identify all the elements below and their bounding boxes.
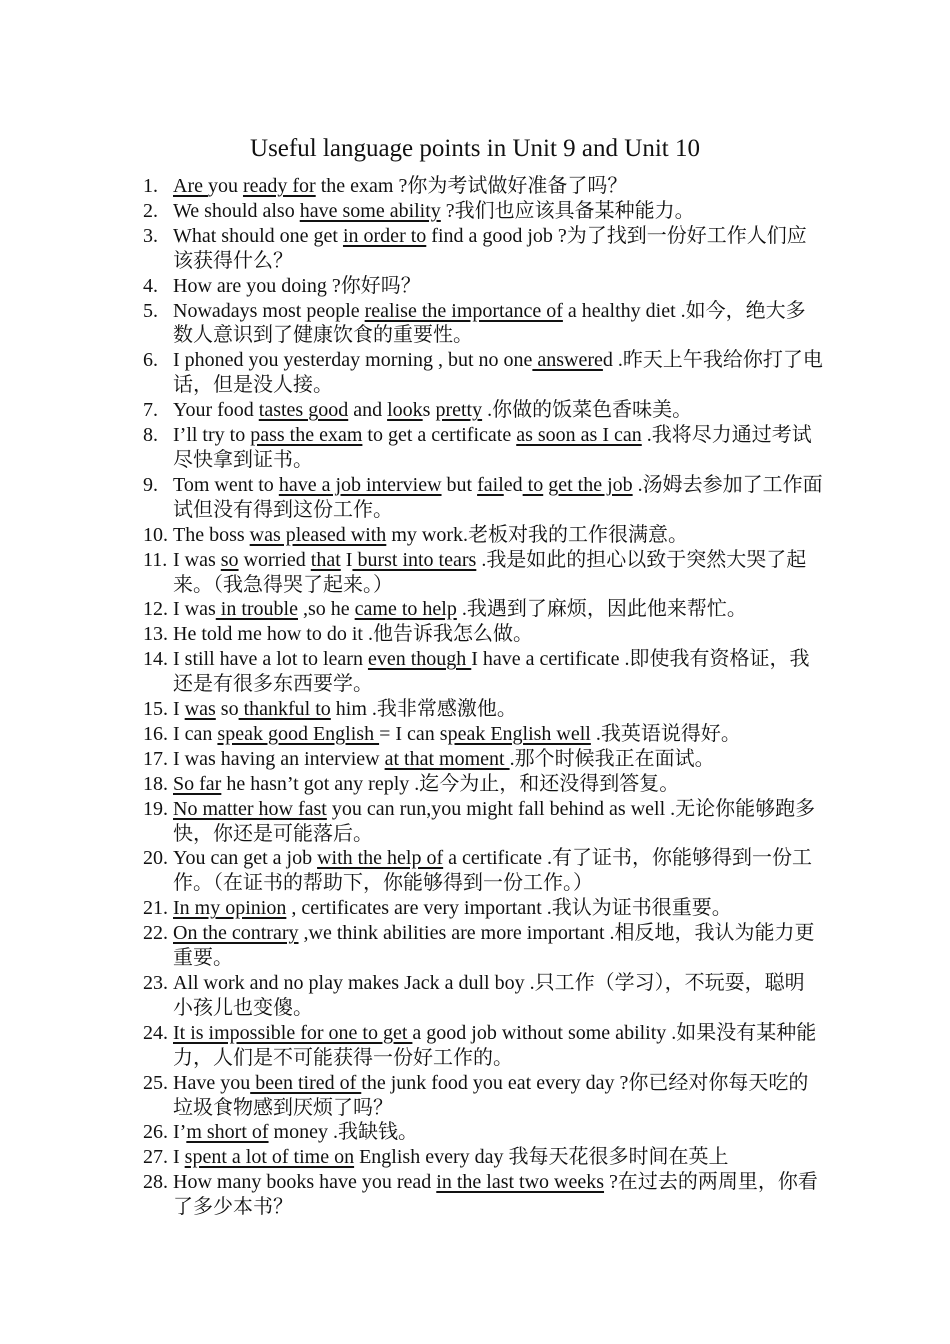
underlined-phrase: m short of <box>186 1121 269 1144</box>
item-number: 7. <box>143 399 158 422</box>
item-number: 3. <box>143 224 158 247</box>
language-point-item <box>143 523 823 548</box>
underlined-phrase: in trouble <box>215 598 298 621</box>
item-number: 21. <box>143 897 168 920</box>
sentence-text: ,we think abilities are more important .相反地，我认为能力更重要。 <box>173 922 815 970</box>
underlined-phrase: realise the importance of <box>364 299 563 322</box>
item-number: 12. <box>143 598 168 621</box>
underlined-phrase: was pleased with <box>249 523 387 546</box>
underlined-phrase: that <box>310 548 341 571</box>
item-number: 10. <box>143 523 168 546</box>
underlined-phrase: So far <box>173 772 222 795</box>
language-point-item <box>143 348 823 398</box>
underlined-phrase: speak good English <box>217 722 380 745</box>
underlined-phrase: came to help <box>354 598 457 621</box>
item-number: 18. <box>143 772 168 795</box>
language-point-item <box>143 722 823 747</box>
language-point-item <box>143 199 823 224</box>
underlined-phrase: Are <box>173 175 208 197</box>
sentence-text: the exam ?你为考试做好准备了吗？ <box>315 175 628 197</box>
sentence-text: I was <box>173 598 216 621</box>
sentence-text: and <box>348 399 388 422</box>
sentence-text: ?在过去的两周里，你看了多少本书？ <box>173 1171 818 1219</box>
item-number: 25. <box>143 1071 168 1094</box>
sentence-text: Nowadays most people <box>173 299 365 322</box>
language-point-item <box>143 1145 823 1170</box>
language-point-item <box>143 548 823 598</box>
sentence-text: He told me how to do it .他告诉我怎么做。 <box>173 623 533 646</box>
sentence-text: , certificates are very important .我认为证书很重要。 <box>286 897 732 920</box>
underlined-phrase: ready for <box>242 175 316 197</box>
sentence-text: .我是如此的担心以致于突然大哭了起来。（我急得哭了起来。） <box>173 548 807 596</box>
language-point-item <box>143 747 823 772</box>
underlined-phrase: have a job interview <box>278 473 442 496</box>
language-point-item <box>143 797 823 847</box>
item-number: 9. <box>143 473 158 496</box>
sentence-text: worried <box>238 548 311 571</box>
underlined-phrase: thankful to <box>238 698 331 721</box>
sentence-text: = I can s <box>379 722 448 745</box>
underlined-phrase: as soon as I can <box>516 424 642 447</box>
sentence-text: a healthy diet .如今，绝大多数人意识到了健康饮食的重要性。 <box>173 299 806 347</box>
item-number: 24. <box>143 1021 168 1044</box>
sentence-text: find a good job ?为了找到一份好工作人们应该获得什么？ <box>173 224 807 272</box>
item-number: 14. <box>143 648 168 671</box>
sentence-text: d .昨天上午我给你打了电话，但是没人接。 <box>173 349 823 397</box>
language-point-item <box>143 473 823 523</box>
underlined-phrase: so <box>220 548 239 571</box>
sentence-text: I was <box>173 548 221 571</box>
sentence-text: I’ll try to <box>173 424 251 447</box>
underlined-phrase: It is impossible for one to get <box>173 1021 413 1044</box>
sentence-text: I still have a lot to learn <box>173 648 368 671</box>
item-number: 4. <box>143 274 158 297</box>
underlined-phrase: pass the exam <box>250 424 363 447</box>
sentence-text: s <box>422 399 436 422</box>
underlined-phrase: look <box>387 399 423 422</box>
language-point-item <box>143 174 823 199</box>
item-number: 28. <box>143 1171 168 1194</box>
language-point-item <box>143 697 823 722</box>
sentence-text: him .我非常感激他。 <box>330 698 517 721</box>
document-title: Useful language points in Unit 9 and Unit 10 <box>250 135 700 162</box>
language-point-item <box>143 274 823 299</box>
language-point-item <box>143 597 823 622</box>
item-number: 16. <box>143 722 168 745</box>
language-point-item <box>143 1120 823 1145</box>
underlined-phrase: get the job <box>548 473 633 496</box>
language-points-list <box>143 174 823 1220</box>
sentence-text: .那个时候我正在面试。 <box>509 747 715 770</box>
sentence-text: .我英语说得好。 <box>590 722 741 745</box>
sentence-text: I <box>340 548 353 571</box>
underlined-phrase: burst into tears <box>352 548 477 571</box>
sentence-text: you <box>207 175 243 197</box>
item-number: 2. <box>143 199 158 222</box>
sentence-text: Your food <box>173 399 259 422</box>
underlined-phrase: in the last two weeks <box>436 1171 605 1194</box>
sentence-text: I have a certificate .即使我有资格证，我还是有很多东西要学。 <box>173 648 810 696</box>
sentence-text: he hasn’t got any reply .迄今为止，和还没得到答复。 <box>221 772 680 795</box>
sentence-text: my work.老板对我的工作很满意。 <box>386 523 688 546</box>
sentence-text: ed <box>503 473 523 496</box>
sentence-text: to get a certificate <box>362 424 517 447</box>
underlined-phrase: tastes good <box>258 399 349 422</box>
sentence-text: you can run,you might fall behind as well .无论你能够跑多快，你还是可能落后。 <box>173 797 816 845</box>
sentence-text: You can get a job <box>173 847 318 870</box>
language-point-item <box>143 299 823 349</box>
underlined-phrase: at that moment <box>384 747 510 770</box>
item-number: 11. <box>143 548 168 571</box>
language-point-item <box>143 896 823 921</box>
item-number: 1. <box>143 175 158 197</box>
sentence-text: .我遇到了麻烦，因此他来帮忙。 <box>456 598 747 621</box>
sentence-text: I <box>173 698 185 721</box>
sentence-text: How are you doing ?你好吗？ <box>173 274 421 297</box>
language-point-item <box>143 1071 823 1121</box>
language-point-item <box>143 1021 823 1071</box>
underlined-phrase: On the contrary <box>173 922 299 945</box>
sentence-text: .我将尽力通过考试尽快拿到证书。 <box>173 424 812 471</box>
language-point-item <box>143 971 823 1021</box>
item-number: 20. <box>143 847 168 870</box>
sentence-text: All work and no play makes Jack a dull boy .只工作（学习），不玩耍，聪明小孩儿也变傻。 <box>173 972 805 1019</box>
item-number: 19. <box>143 797 168 820</box>
item-number: 27. <box>143 1146 168 1169</box>
language-point-item <box>143 772 823 797</box>
underlined-phrase: fail <box>477 473 504 496</box>
item-number: 22. <box>143 922 168 945</box>
underlined-phrase: No matter how fast <box>173 797 327 820</box>
sentence-text: Have you <box>173 1071 251 1094</box>
language-point-item <box>143 622 823 647</box>
underlined-phrase: to <box>522 473 544 496</box>
underlined-phrase: peak English well <box>447 722 591 745</box>
sentence-text: a certificate .有了证书，你能够得到一份工作。（在证书的帮助下，你能够得到一份工作。） <box>173 847 812 895</box>
sentence-text: ,so he <box>297 598 355 621</box>
item-number: 5. <box>143 299 158 322</box>
language-point-item <box>143 423 823 473</box>
underlined-phrase: spent a lot of time on <box>184 1146 355 1169</box>
language-point-item <box>143 398 823 423</box>
language-point-item <box>143 1170 823 1220</box>
sentence-text: the junk food you eat every day ?你已经对你每天吃的垃圾食物感到厌烦了吗？ <box>173 1071 809 1119</box>
underlined-phrase: In my opinion <box>173 897 287 920</box>
sentence-text: We should also <box>173 199 300 222</box>
sentence-text: Tom went to <box>173 473 279 496</box>
sentence-text: I was having an interview <box>173 747 385 770</box>
underlined-phrase: even though <box>367 648 472 671</box>
item-number: 8. <box>143 424 158 447</box>
language-point-item <box>143 921 823 971</box>
item-number: 17. <box>143 747 168 770</box>
item-number: 23. <box>143 972 168 994</box>
sentence-text: but <box>441 473 478 496</box>
item-number: 13. <box>143 623 168 646</box>
underlined-phrase: pretty <box>435 399 483 422</box>
item-number: 26. <box>143 1121 168 1144</box>
sentence-text: .你做的饭菜色香味美。 <box>482 399 693 422</box>
sentence-text: I phoned you yesterday morning , but no one <box>173 349 533 372</box>
item-number: 15. <box>143 698 168 721</box>
language-point-item <box>143 647 823 697</box>
sentence-text: a good job without some ability .如果没有某种能力，人们是不可能获得一份好工作的。 <box>173 1021 817 1069</box>
sentence-text: I’ <box>173 1121 187 1144</box>
language-point-item <box>143 224 823 274</box>
sentence-text: What should one get <box>173 224 343 247</box>
sentence-text: .汤姆去参加了工作面试但没有得到这份工作。 <box>173 473 823 521</box>
underlined-phrase: have some ability <box>299 199 441 222</box>
sentence-text: The boss <box>173 523 250 546</box>
item-number: 6. <box>143 349 158 372</box>
sentence-text: English every day 我每天花很多时间在英上 <box>354 1146 729 1169</box>
sentence-text: I can <box>173 722 218 745</box>
sentence-text: money .我缺钱。 <box>268 1121 418 1144</box>
language-point-item <box>143 846 823 896</box>
underlined-phrase: in order to <box>342 224 427 247</box>
sentence-text: I <box>173 1146 185 1169</box>
underlined-phrase: with the help of <box>317 847 444 870</box>
sentence-text: so <box>215 698 239 721</box>
underlined-phrase: was <box>184 698 216 721</box>
sentence-text: ?我们也应该具备某种能力。 <box>440 199 695 222</box>
underlined-phrase: been tired of <box>250 1071 362 1094</box>
underlined-phrase: answere <box>532 349 603 372</box>
sentence-text: How many books have you read <box>173 1171 437 1194</box>
